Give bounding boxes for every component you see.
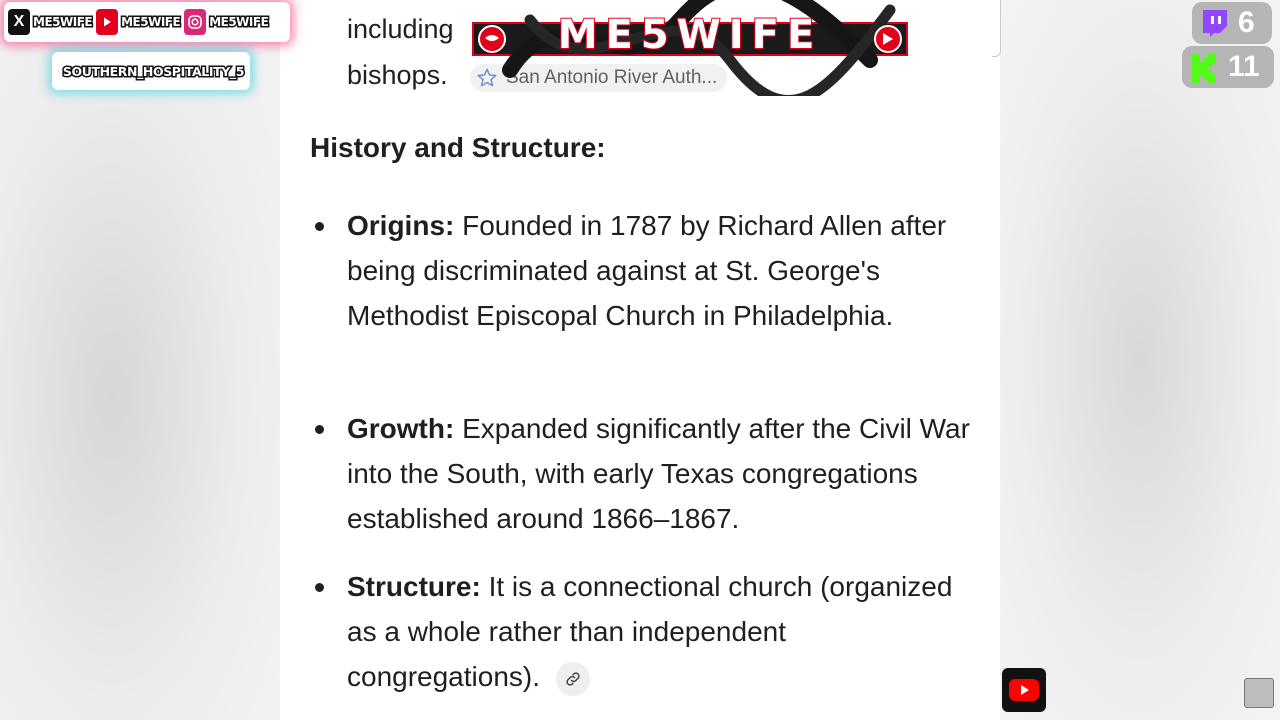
source-chip-label: San Antonio River Auth... xyxy=(506,67,718,88)
social-handle: ME5WIFE xyxy=(121,15,181,29)
bullet-label: Growth: xyxy=(347,413,463,444)
tiktok-label: SOUTHERN_HOSPITALITY_5 xyxy=(62,63,244,79)
window-edge xyxy=(992,0,1001,57)
social-handles-bar xyxy=(4,2,290,42)
twitch-icon xyxy=(1198,7,1230,39)
article-page xyxy=(280,0,1000,720)
x-icon: X xyxy=(8,9,30,35)
social-handle: ME5WIFE xyxy=(209,15,269,29)
tiktok-icon xyxy=(58,60,59,82)
link-button[interactable] xyxy=(556,662,590,696)
bullet-label: Structure: xyxy=(347,571,489,602)
background-left xyxy=(0,0,280,720)
list-item-origins xyxy=(347,203,977,338)
twitch-viewer-count: 6 xyxy=(1238,6,1255,39)
bullet-dot xyxy=(315,425,324,434)
list-item-structure xyxy=(347,564,977,699)
text-fragment-bishops: bishops. xyxy=(347,60,448,90)
social-handle: ME5WIFE xyxy=(33,15,93,29)
section-heading: History and Structure: xyxy=(310,132,606,163)
social-x xyxy=(8,9,92,35)
tiktok-handle xyxy=(52,52,250,90)
twitch-counter xyxy=(1192,2,1272,44)
social-instagram xyxy=(184,9,268,35)
link-icon xyxy=(564,670,582,688)
instagram-icon xyxy=(184,9,206,35)
bullet-text: It is a connectional church (organized as a whole rather than independent congregations). xyxy=(347,571,953,692)
bullet-text: Founded in 1787 by Richard Allen after being discriminated against at St. George's Methodist Episcopal Church in Philadelphia. xyxy=(347,210,947,331)
banner-title: ME5WIFE xyxy=(557,12,823,58)
bullet-dot xyxy=(315,222,324,231)
youtube-button[interactable] xyxy=(1002,668,1046,712)
channel-banner xyxy=(470,0,910,96)
bullet-text: Expanded significantly after the Civil War into the South, with early Texas congregations established around 1866–1867. xyxy=(347,413,970,534)
list-item-growth xyxy=(347,406,977,541)
youtube-icon xyxy=(96,9,118,35)
kick-icon xyxy=(1188,51,1220,83)
kick-counter xyxy=(1182,46,1274,88)
kick-viewer-count: 11 xyxy=(1228,50,1260,83)
text-fragment-top: including xyxy=(347,14,454,44)
youtube-play-icon xyxy=(1009,679,1039,701)
bullet-dot xyxy=(315,583,324,592)
channel-watermark-icon xyxy=(1244,678,1274,708)
background-right xyxy=(1000,0,1280,720)
social-youtube xyxy=(96,9,180,35)
bullet-label: Origins: xyxy=(347,210,463,241)
